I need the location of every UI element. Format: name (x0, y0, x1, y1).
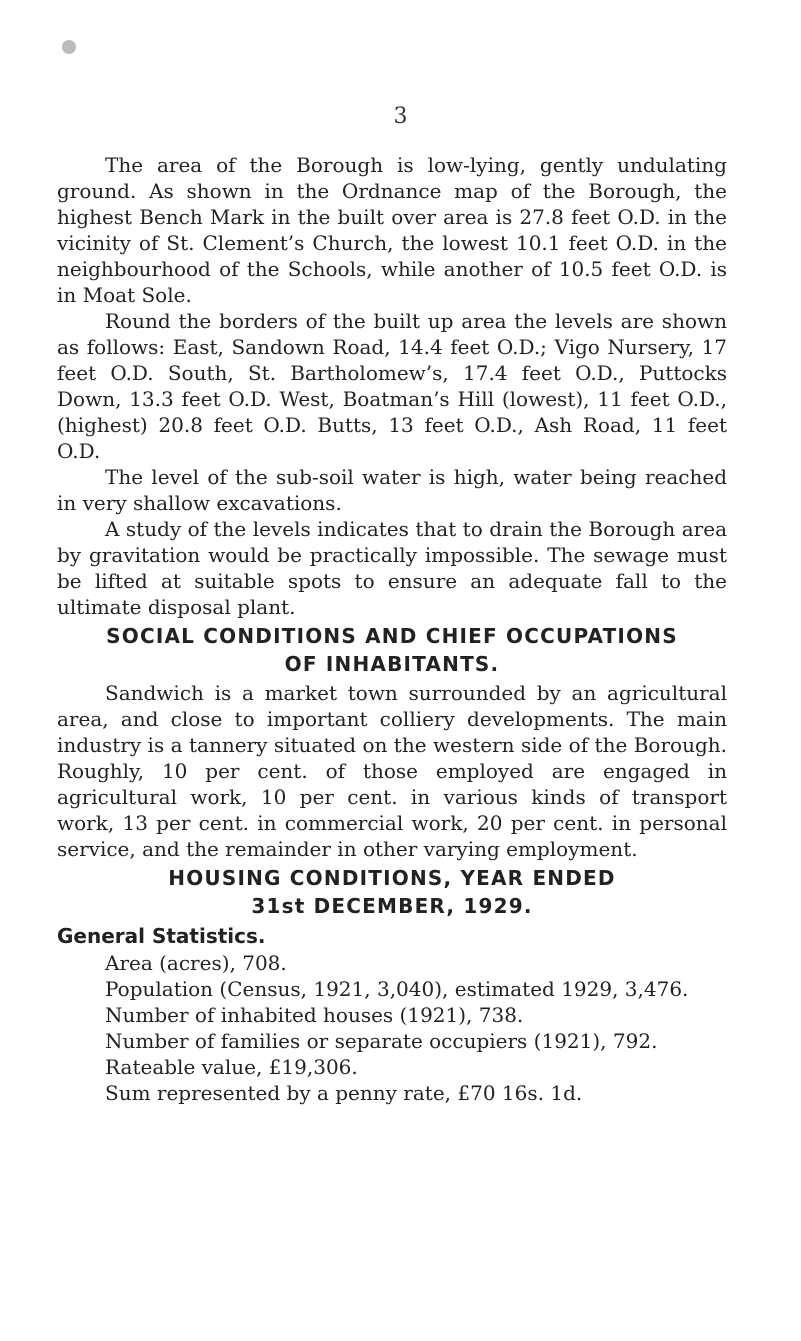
paragraph-borders: Round the borders of the built up area the levels are shown as follows: East, Sandown Road, 14.4 feet O.D.; Vigo Nursery, 17 feet O.D. South, St. Bartholomew’s, 17.4 feet O.D., Puttocks Down, 13.3 feet O.D. West, Boatman’s Hill (lowest), 11 feet O.D., (highest) 20.8 feet O.D. Butts, 13 feet O.D., Ash Road, 11 feet O.D. (57, 309, 727, 463)
stat-penny-rate: Sum represented by a penny rate, £70 16s. 1d. (105, 1081, 583, 1105)
paragraph-area: The area of the Borough is low-lying, gently undulating ground. As shown in the Ordnance map of the Borough, the highest Bench Mark in the built over area is 27.8 feet O.D. in the vicinity of St. Clement’s Church, the lowest 10.1 feet O.D. in the neighbourhood of the Schools, while another of 10.5 feet O.D. is in Moat Sole. (57, 153, 727, 307)
page-number: 3 (393, 104, 408, 129)
social-heading-line2: OF INHABITANTS. (284, 652, 500, 676)
housing-heading-line2: 31st DECEMBER, 1929. (251, 894, 533, 918)
housing-heading-line1: HOUSING CONDITIONS, YEAR ENDED (168, 866, 616, 890)
general-statistics-heading: General Statistics. (57, 924, 266, 948)
stat-inhabited-houses: Number of inhabited houses (1921), 738. (105, 1003, 524, 1027)
housing-heading (57, 864, 727, 920)
social-heading (57, 622, 727, 678)
stat-families: Number of families or separate occupiers (1921), 792. (105, 1029, 658, 1053)
stat-area: Area (acres), 708. (105, 951, 287, 975)
page-body (57, 152, 727, 1106)
corner-blot (62, 40, 76, 54)
paragraph-subsoil: The level of the sub-soil water is high, water being reached in very shallow excavations. (57, 465, 727, 515)
social-heading-line1: SOCIAL CONDITIONS AND CHIEF OCCUPATIONS (106, 624, 678, 648)
stat-population: Population (Census, 1921, 3,040), estimated 1929, 3,476. (105, 977, 689, 1001)
stat-rateable-value: Rateable value, £19,306. (105, 1055, 358, 1079)
paragraph-drainage: A study of the levels indicates that to drain the Borough area by gravitation would be practically impossible. The sewage must be lifted at suitable spots to ensure an adequate fall to the ultimate disposal plant. (57, 517, 727, 619)
paragraph-occupations: Sandwich is a market town surrounded by an agricultural area, and close to important colliery developments. The main industry is a tannery situated on the western side of the Borough. Roughly, 10 per cent. of those employed are engaged in agricultural work, 10 per cent. in various kinds of transport work, 13 per cent. in commercial work, 20 per cent. in personal service, and the remainder in other varying employment. (57, 681, 727, 861)
